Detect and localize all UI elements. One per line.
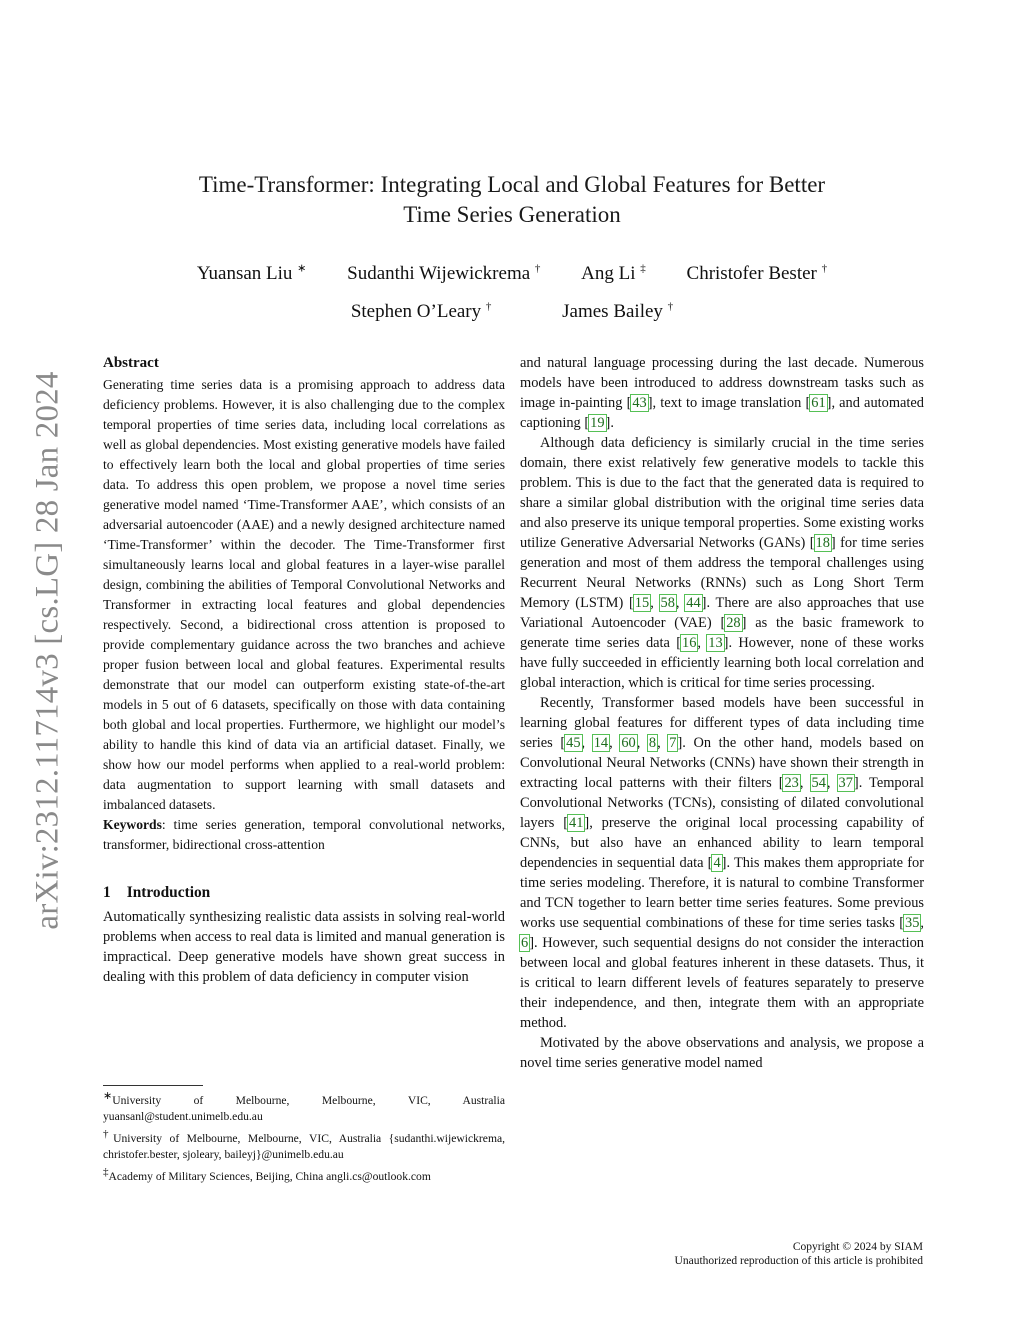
section-heading: 1 Introduction [103, 884, 211, 901]
author: Christofer Bester † [686, 263, 828, 285]
footnote: †University of Melbourne, Melbourne, VIC, Australia {sudanthi.wijewickrema, christofer.bester, sjoleary, baileyj}@unimelb.edu.au [103, 1127, 506, 1162]
citation-link[interactable]: 14 [593, 735, 609, 751]
citation-link[interactable]: 35 [905, 915, 920, 931]
citation-link[interactable]: 41 [569, 815, 584, 831]
citation-link[interactable]: 28 [726, 615, 741, 631]
citation-link[interactable]: 60 [621, 735, 636, 751]
arxiv-id: arXiv:2312.11714v3 [cs.LG] 28 Jan 2024 [29, 370, 66, 930]
author: James Bailey † [562, 300, 674, 322]
keywords: Keywords: time series generation, temporal convolutional networks, transformer, bidirectional cross-attention [103, 817, 505, 852]
citation-link[interactable]: 8 [648, 735, 657, 751]
citation-link[interactable]: 44 [686, 595, 701, 611]
intro-paragraph: Motivated by the above observations and analysis, we propose a novel time series generative model named [520, 1035, 924, 1071]
paper-title: Time-Transformer: Integrating Local and Global Features for Better Time Series Generation [198, 172, 826, 227]
citation-link[interactable]: 61 [811, 395, 826, 411]
citation-link[interactable]: 15 [634, 595, 650, 611]
citation-link[interactable]: 18 [815, 535, 830, 551]
citation-link[interactable]: 37 [838, 775, 853, 791]
citation-link[interactable]: 6 [521, 935, 529, 951]
footnote: ∗University of Melbourne, Melbourne, VIC, Australia yuansanl@student.unimelb.edu.au [103, 1090, 505, 1124]
author-list [0, 253, 1024, 328]
abstract-heading: Abstract [103, 355, 159, 371]
citation-link[interactable]: 45 [566, 735, 581, 751]
right-column [520, 353, 924, 1073]
author: Stephen O’Leary † [350, 300, 492, 322]
author: Ang Li ‡ [581, 263, 646, 285]
author: Yuansan Liu ∗ [196, 263, 307, 285]
citation-link[interactable]: 16 [682, 635, 697, 651]
intro-paragraph-continued: and natural language processing during the last decade. Numerous models have been introduced to address downstream tasks such as image in-painting [43], text to image translation [61], and automated captioning [19]. [520, 355, 924, 431]
intro-paragraph: Although data deficiency is similarly crucial in the time series domain, there exist relatively few generative models to tackle this problem. This is due to the fact that the generated data is required to share a similar global distribution with the original time series data and also preserve its unique temporal properties. Some existing works utilize Generative Adversarial Networks (GANs) [18] for time series generation and most of them address the temporal challenges using Recurrent Neural Networks (RNNs) such as Long Short Term Memory (LSTM) [15, 58, 44]. There are also approaches that use Variational Autoencoder (VAE) [28] as the basic framework to generate time series data [16, 13]. However, none of these works have fully succeeded in efficiently learning both local correlation and global interaction, which is critical for time series processing. [520, 435, 924, 691]
citation-link[interactable]: 23 [784, 775, 799, 791]
citation-link[interactable]: 4 [713, 855, 721, 871]
citation-link[interactable]: 13 [708, 635, 723, 651]
citation-link[interactable]: 19 [590, 415, 605, 431]
intro-paragraph: Automatically synthesizing realistic data assists in solving real-world problems when access to real data is limited and manual generation is impractical. Deep generative models have shown great success in dealing with this problem of data deficiency in computer vision [103, 909, 505, 985]
citation-link[interactable]: 7 [669, 735, 677, 751]
citation-link[interactable]: 58 [660, 595, 675, 611]
citation-link[interactable]: 43 [632, 395, 647, 411]
author: Sudanthi Wijewickrema † [347, 263, 541, 285]
copyright-notice: Copyright © 2024 by SIAM Unauthorized reproduction of this article is prohibited [674, 1241, 923, 1267]
footnote-rule [103, 1085, 203, 1086]
arxiv-stamp [28, 360, 68, 940]
left-column [103, 353, 505, 987]
abstract-text: Generating time series data is a promising approach to address data deficiency problems. However, it is also challenging due to the complex temporal properties of time series data, including local correlations as well as global dependencies. Most existing generative models have failed to effectively learn both the local and global properties of time series data. To address this open problem, we propose a novel time series generative model named ‘Time-Transformer AAE’, which consists of an adversarial autoencoder (AAE) and a newly designed architecture named ‘Time-Transformer’ within the decoder. The Time-Transformer first simultaneously learns local and global features in a layer-wise parallel design, combining the abilities of Temporal Convolutional Networks and Transformer in extracting local features and global dependencies respectively. Second, a bidirectional cross attention is proposed to provide complementary guidance across the two branches and achieve proper fusion between local and global features. Experimental results demonstrate that our model can outperform existing state-of-the-art models in 5 out of 6 datasets, specifically on those with data containing both global and local properties. Furthermore, we highlight our model’s ability to handle this kind of data via an artificial dataset. Finally, we show how our model performs when applied to a real-world problem: data augmentation to support learning with small datasets and imbalanced datasets. [103, 377, 505, 812]
footnote: ‡Academy of Military Sciences, Beijing, China angli.cs@outlook.com [103, 1165, 431, 1183]
intro-paragraph: Recently, Transformer based models have been successful in learning global features for different types of data including time series [45, 14, 60, 8, 7]. On the other hand, models based on Convolutional Neural Networks (CNNs) have shown their strength in extracting local patterns with their filters [23, 54, 37]. Temporal Convolutional Networks (TCNs), consisting of dilated convolutional layers [41], preserve the original local processing capability of CNNs, but also have an enhanced ability to learn temporal dependencies in sequential data [4]. This makes them appropriate for time series modeling. Therefore, it is natural to combine Transformer and TCN together to learn better time series features. Some previous works use sequential combinations of these for time series tasks [35, 6]. However, such sequential designs do not consider the interaction between local and global features inherent in these datasets. Thus, it is critical to learn different levels of features separately to preserve their independence, and then, integrate them with an appropriate method. [520, 695, 924, 1031]
citation-link[interactable]: 54 [811, 775, 826, 791]
footnotes [103, 1085, 505, 1185]
